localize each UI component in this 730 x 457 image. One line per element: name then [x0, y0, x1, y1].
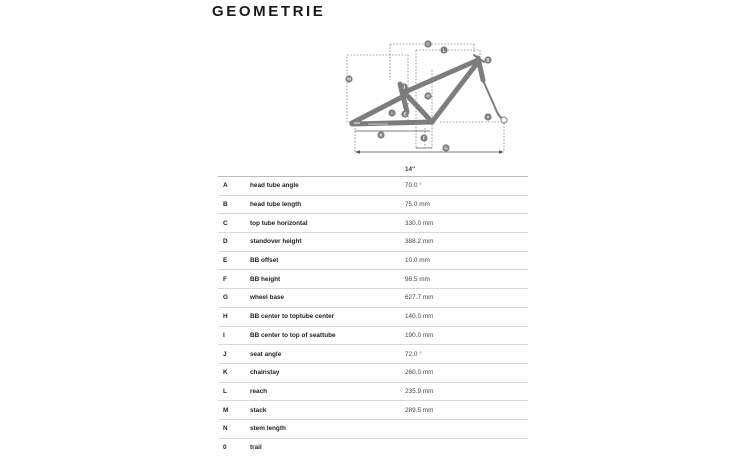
- row-value: 330.0 mm: [405, 214, 528, 233]
- marker-k: K: [379, 132, 383, 138]
- table-row: [218, 270, 528, 289]
- table-row: [218, 419, 528, 438]
- marker-a: A: [486, 114, 490, 120]
- row-label: standover height: [250, 233, 405, 252]
- row-value: 388.2 mm: [405, 233, 528, 252]
- row-value: 72.0 °: [405, 345, 528, 364]
- front-axle: [501, 117, 507, 123]
- row-value: 75.0 mm: [405, 195, 528, 214]
- page-title: GEOMETRIE: [212, 3, 326, 20]
- row-label: top tube horizontal: [250, 214, 405, 233]
- row-label: BB center to toptube center: [250, 307, 405, 326]
- row-letter: K: [218, 363, 250, 382]
- table-row: [218, 401, 528, 420]
- row-letter: N: [218, 419, 250, 438]
- row-value: 190.0 mm: [405, 326, 528, 345]
- dimension-markers: [345, 40, 491, 151]
- table-row: [218, 438, 528, 456]
- row-letter: 0: [223, 443, 227, 451]
- row-value: 140.0 mm: [405, 307, 528, 326]
- row-letter: A: [218, 177, 250, 196]
- bottom-bracket: [430, 120, 435, 125]
- row-value: [405, 419, 528, 438]
- row-label: head tube angle: [250, 177, 405, 196]
- row-label: chainstay: [250, 363, 405, 382]
- row-letter: I: [218, 326, 250, 345]
- marker-c: C: [426, 41, 430, 47]
- dimension-solid: [355, 131, 502, 152]
- marker-l: L: [442, 47, 446, 53]
- marker-e: E: [403, 111, 407, 117]
- table-header-row: [218, 162, 528, 177]
- row-value: 98.5 mm: [405, 270, 528, 289]
- table-row: [218, 326, 528, 345]
- row-label: BB height: [250, 270, 405, 289]
- row-value: 260.0 mm: [405, 363, 528, 382]
- row-label: BB offset: [250, 251, 405, 270]
- marker-g: G: [444, 145, 448, 151]
- row-label: wheel base: [250, 289, 405, 308]
- table-row: [218, 382, 528, 401]
- table-row: [218, 214, 528, 233]
- row-label: seat angle: [250, 345, 405, 364]
- marker-m: M: [347, 76, 351, 82]
- row-label: stack: [250, 401, 405, 420]
- row-value: 235.9 mm: [405, 382, 528, 401]
- row-value: 70.0 °: [405, 177, 528, 196]
- row-letter: E: [218, 251, 250, 270]
- row-label: BB center to top of seattube: [250, 326, 405, 345]
- table-row: [218, 233, 528, 252]
- row-label: stem length: [250, 419, 405, 438]
- marker-b: B: [486, 57, 490, 63]
- marker-f: F: [422, 135, 426, 141]
- table-row: [218, 195, 528, 214]
- table-row: [218, 289, 528, 308]
- row-letter: F: [218, 270, 250, 289]
- table-row: [218, 307, 528, 326]
- bike-frame: [352, 58, 483, 124]
- row-letter: L: [218, 382, 250, 401]
- geometry-diagram: [0, 0, 730, 160]
- marker-h: H: [426, 93, 430, 99]
- row-letter: J: [218, 345, 250, 364]
- table-row: [218, 177, 528, 196]
- table-row: [218, 251, 528, 270]
- row-letter: H: [218, 307, 250, 326]
- size-header: 14'': [405, 162, 528, 177]
- table-row: [218, 345, 528, 364]
- row-letter: C: [218, 214, 250, 233]
- row-label: head tube length: [250, 195, 405, 214]
- marker-j: J: [402, 84, 406, 90]
- row-value: [405, 438, 528, 456]
- marker-i: I: [391, 110, 393, 116]
- row-letter: M: [218, 401, 250, 420]
- row-letter: G: [218, 289, 250, 308]
- row-value: 627.7 mm: [405, 289, 528, 308]
- geometry-table: [218, 162, 528, 456]
- row-label: reach: [250, 382, 405, 401]
- table-row: [218, 363, 528, 382]
- row-value: 289.5 mm: [405, 401, 528, 420]
- row-value: 10.0 mm: [405, 251, 528, 270]
- row-letter: D: [218, 233, 250, 252]
- row-letter: B: [218, 195, 250, 214]
- row-label: trail: [250, 443, 262, 451]
